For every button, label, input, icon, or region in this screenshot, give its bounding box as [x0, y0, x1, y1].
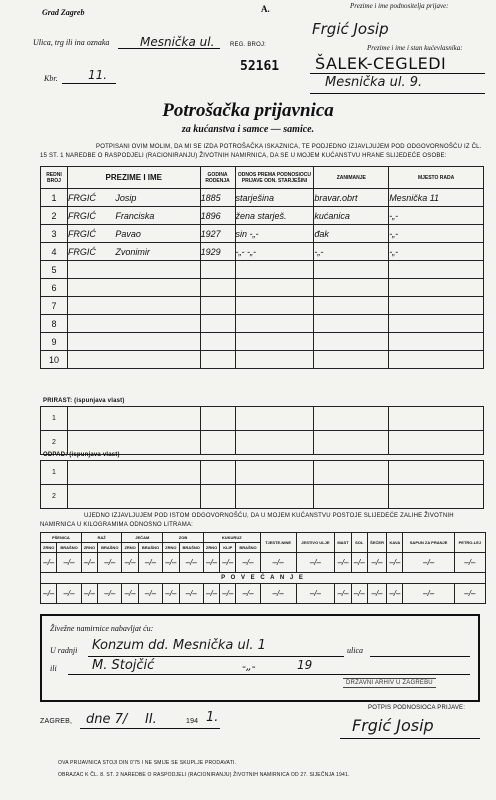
person-birth-year — [200, 297, 235, 315]
person-birth-year: 1929 — [200, 243, 235, 261]
prirast-table — [40, 406, 484, 455]
date-year-prefix: 194 — [186, 718, 199, 725]
person-relation: -„- -„- — [235, 243, 314, 261]
person-relation — [235, 261, 314, 279]
shop-suffix: ulica — [347, 646, 363, 655]
person-number: 1 — [41, 189, 68, 207]
food-value-cell: –/– — [236, 553, 260, 573]
place-label: ZAGREB, — [40, 718, 73, 725]
person-occupation: -„- — [314, 243, 389, 261]
street-value: Mesnička ul. — [140, 35, 215, 49]
food-subheader: BRAŠNO — [236, 543, 260, 553]
food-subheader: ZRNO — [122, 543, 138, 553]
food-value-cell: –/– — [367, 553, 387, 573]
prirast-row — [41, 431, 484, 455]
person-row — [41, 315, 484, 333]
col-name: PREZIME I IME — [67, 167, 200, 189]
food-value-cell: –/– — [351, 584, 367, 604]
food-value-cell: –/– — [179, 553, 203, 573]
person-surname: FRGIĆ — [67, 189, 115, 207]
alt-underline — [68, 674, 470, 675]
person-surname — [67, 297, 115, 315]
person-given-name: Josip — [115, 189, 200, 207]
food-value-cell: –/– — [57, 553, 81, 573]
food-value-cell: –/– — [220, 584, 236, 604]
odpad-cell — [314, 461, 389, 485]
person-relation — [235, 297, 314, 315]
person-given-name: Pavao — [115, 225, 200, 243]
owner-name: ŠALEK-CEGLEDI — [315, 54, 447, 73]
food-value-cell: –/– — [98, 584, 122, 604]
food-value-cell: –/– — [138, 553, 162, 573]
person-birth-year — [200, 351, 235, 369]
date-day: dne 7/ — [86, 712, 128, 727]
food-value-cell: –/– — [220, 553, 236, 573]
person-row — [41, 297, 484, 315]
food-value-cell: –/– — [98, 553, 122, 573]
prirast-cell — [200, 407, 235, 431]
food-value-cell: –/– — [387, 553, 403, 573]
person-workplace — [389, 279, 484, 297]
food-subheader: BRAŠNO — [57, 543, 81, 553]
person-relation — [235, 315, 314, 333]
food-item-header: SAPUN ZA PRANJE — [403, 533, 454, 553]
odpad-cell — [200, 485, 235, 509]
house-underline — [62, 83, 116, 84]
person-given-name: Franciska — [115, 207, 200, 225]
declaration-text: UJEDNO IZJAVLJUJEM POD ISTOM ODGOVORNOŠĆU, DA U MOJEM KUĆANSTVU POSTOJE SLIJEDEĆE ZALIHE ŽIVOTNIH NAMIRNICA U KILOGRAMIMA ODNOSNO LITRAMA: — [40, 513, 454, 528]
person-occupation — [314, 315, 389, 333]
person-surname: FRGIĆ — [67, 243, 115, 261]
person-relation — [235, 279, 314, 297]
col-occupation: ZANIMANJE — [314, 167, 389, 189]
food-subheader: ZRNO — [163, 543, 179, 553]
mark-a: A. — [261, 4, 270, 14]
person-row — [41, 243, 484, 261]
food-subheader: BRAŠNO — [98, 543, 122, 553]
prirast-cell — [314, 407, 389, 431]
person-surname: FRGIĆ — [67, 207, 115, 225]
shop-underline — [88, 656, 344, 657]
person-given-name: Zvonimir — [115, 243, 200, 261]
prirast-cell — [314, 431, 389, 455]
person-surname — [67, 279, 115, 297]
prirast-row-number: 2 — [41, 431, 68, 455]
form-title: Potrošačka prijavnica — [162, 100, 334, 121]
food-subheader: KLIP — [220, 543, 236, 553]
applicant-value: Frgić Josip — [312, 20, 389, 38]
person-given-name — [115, 279, 200, 297]
prirast-cell — [235, 431, 314, 455]
food-value-cell: –/– — [454, 553, 485, 573]
prirast-cell — [200, 431, 235, 455]
food-value-cell: –/– — [403, 553, 454, 573]
food-group-header: RAŽ — [81, 533, 122, 543]
food-value-cell: –/– — [260, 584, 296, 604]
food-value-cell: –/– — [335, 553, 351, 573]
food-value-cell: –/– — [163, 553, 179, 573]
prirast-label: PRIRAST: (ispunjava vlast) — [43, 398, 125, 404]
food-value-cell: –/– — [454, 584, 485, 604]
col-relation: ODNOS PREMA PODNOSIOCU PRIJAVE ODN. STARJEŠINI — [235, 167, 314, 189]
food-subheader: BRAŠNO — [138, 543, 162, 553]
person-occupation: đak — [314, 225, 389, 243]
person-workplace — [389, 261, 484, 279]
person-occupation: kućanica — [314, 207, 389, 225]
person-row — [41, 351, 484, 369]
food-value-cell: –/– — [296, 553, 335, 573]
food-group-header: PŠENICA — [41, 533, 82, 543]
date-year: 1. — [206, 710, 219, 725]
date-underline — [80, 728, 220, 729]
person-relation: sin -„- — [235, 225, 314, 243]
shop-value: Konzum dd. Mesnička ul. 1 — [92, 638, 266, 653]
povecanje-label: P O V E Ć A N J E — [41, 573, 486, 584]
person-workplace — [389, 297, 484, 315]
food-value-cell: –/– — [203, 584, 219, 604]
odpad-cell — [389, 485, 484, 509]
persons-table — [40, 166, 484, 369]
person-workplace — [389, 315, 484, 333]
person-occupation: bravar.obrt — [314, 189, 389, 207]
odpad-cell — [235, 485, 314, 509]
prirast-cell — [235, 407, 314, 431]
footer-price-note: OVA PRIJAVNICA STOJI DIN 0'75 I NE SMIJE SE SKUPLJE PRODAVATI. — [58, 760, 237, 766]
shop-suffix-underline — [370, 656, 470, 657]
food-item-header: JESTIVO ULJE — [296, 533, 335, 553]
person-birth-year: 1927 — [200, 225, 235, 243]
odpad-cell — [67, 485, 200, 509]
food-value-cell: –/– — [296, 584, 335, 604]
reg-label: REG. BROJ: — [230, 42, 267, 48]
food-item-header: SOL — [351, 533, 367, 553]
reg-number: 52161 — [240, 59, 280, 74]
person-row — [41, 333, 484, 351]
person-relation: žena starješ. — [235, 207, 314, 225]
col-year: GODINA RODENJA — [200, 167, 235, 189]
food-value-cell: –/– — [236, 584, 260, 604]
person-relation — [235, 333, 314, 351]
applicant-label: Prezime i ime podnositelja prijave: — [350, 2, 449, 10]
person-row — [41, 189, 484, 207]
signature-underline — [340, 738, 480, 739]
person-number: 7 — [41, 297, 68, 315]
food-value-cell: –/– — [122, 553, 138, 573]
person-workplace: -„- — [389, 207, 484, 225]
food-value-cell: –/– — [138, 584, 162, 604]
food-item-header: ŠEĆER — [367, 533, 387, 553]
food-value-cell: –/– — [335, 584, 351, 604]
house-label: Kbr. — [44, 74, 58, 83]
food-value-row — [41, 553, 486, 573]
food-value-cell: –/– — [41, 553, 57, 573]
person-surname — [67, 333, 115, 351]
person-workplace: Mesnička 11 — [389, 189, 484, 207]
person-relation — [235, 351, 314, 369]
col-num: REDNI BROJ — [41, 167, 68, 189]
person-number: 6 — [41, 279, 68, 297]
person-occupation — [314, 297, 389, 315]
street-label: Ulica, trg ili ina oznaka — [33, 38, 110, 47]
person-surname — [67, 351, 115, 369]
intro-statement: POTPISANI OVIM MOLIM, DA MI SE IZDA POTROŠAČKA ISKAZNICA, TE PODJEDNO IZJAVLJUJEM POD ODGOVORNOŠĆU IZ ČL. 15 ST. 1 NAREDBE O RASPODJELI (RACIONIRANJU) ŽIVOTNIH NAMIRNICA, DA SE U MOJEM KUĆANSTVU HRANE SLIJEDEĆE OSOBE: — [40, 144, 482, 159]
person-occupation — [314, 351, 389, 369]
prirast-cell — [67, 431, 200, 455]
owner-address-underline — [310, 93, 485, 94]
food-group-header: JEČAM — [122, 533, 163, 543]
city-label: Grad Zagreb — [42, 8, 85, 17]
food-subheader: ZRNO — [81, 543, 97, 553]
person-birth-year: 1896 — [200, 207, 235, 225]
prirast-cell — [67, 407, 200, 431]
food-item-header: MAST — [335, 533, 351, 553]
person-workplace — [389, 351, 484, 369]
alt-label: ili — [50, 664, 57, 673]
person-row — [41, 279, 484, 297]
odpad-row-number: 2 — [41, 485, 68, 509]
food-value-cell: –/– — [81, 584, 97, 604]
person-number: 8 — [41, 315, 68, 333]
food-subheader: BRAŠNO — [179, 543, 203, 553]
archive-stamp: DRŽAVNI ARHIV U ZAGREBU — [343, 678, 436, 688]
person-birth-year — [200, 333, 235, 351]
owner-address: Mesnička ul. 9. — [325, 75, 423, 90]
food-value-cell: –/– — [387, 584, 403, 604]
footer-regulation-note: OBRAZAC K ČL. 8. ST. 2 NAREDBE O RASPODJELI (RACIONIRANJU) ŽIVOTNIH NAMIRNICA OD 27. SIJEČNJA 1941. — [58, 772, 350, 778]
person-row — [41, 225, 484, 243]
person-given-name — [115, 315, 200, 333]
food-value-cell: –/– — [351, 553, 367, 573]
person-number: 9 — [41, 333, 68, 351]
odpad-cell — [389, 461, 484, 485]
person-number: 10 — [41, 351, 68, 369]
food-subheader: ZRNO — [203, 543, 219, 553]
person-birth-year — [200, 261, 235, 279]
person-given-name — [115, 333, 200, 351]
signature-label: POTPIS PODNOSIOCA PRIJAVE: — [368, 705, 466, 711]
food-subheader: ZRNO — [41, 543, 57, 553]
person-row — [41, 207, 484, 225]
odpad-cell — [200, 461, 235, 485]
supply-intro: Živežne namirnice nabavljat ću: — [50, 624, 154, 633]
food-value-cell: –/– — [163, 584, 179, 604]
food-value-cell: –/– — [179, 584, 203, 604]
person-birth-year — [200, 279, 235, 297]
person-workplace: -„- — [389, 225, 484, 243]
person-workplace: -„- — [389, 243, 484, 261]
signature-value: Frgić Josip — [352, 716, 434, 735]
person-occupation — [314, 261, 389, 279]
person-given-name — [115, 261, 200, 279]
person-given-name — [115, 351, 200, 369]
person-birth-year — [200, 315, 235, 333]
food-value-cell: –/– — [81, 553, 97, 573]
person-birth-year: 1885 — [200, 189, 235, 207]
person-number: 3 — [41, 225, 68, 243]
person-number: 4 — [41, 243, 68, 261]
food-value-cell: –/– — [57, 584, 81, 604]
food-value-cell: –/– — [260, 553, 296, 573]
person-given-name — [115, 297, 200, 315]
owner-underline — [310, 73, 485, 74]
prirast-row — [41, 407, 484, 431]
person-row — [41, 261, 484, 279]
person-occupation — [314, 333, 389, 351]
prirast-cell — [389, 431, 484, 455]
col-workplace: MJESTO RADA — [389, 167, 484, 189]
food-group-header: KUKURUZ — [203, 533, 260, 543]
person-relation: starješina — [235, 189, 314, 207]
shop-label: U radnji — [50, 646, 78, 655]
food-stock-table — [40, 532, 486, 604]
food-item-header: PETRO-LEJ — [454, 533, 485, 553]
alt-number: 19 — [297, 658, 313, 672]
odpad-cell — [314, 485, 389, 509]
odpad-cell — [67, 461, 200, 485]
food-group-header: ZOB — [163, 533, 204, 543]
odpad-row — [41, 485, 484, 509]
alt-value: M. Stojčić — [92, 658, 155, 673]
owner-label: Prezime i ime i stan kućevlasnika: — [367, 44, 463, 52]
odpad-row — [41, 461, 484, 485]
odpad-label: ODPAD: (ispunjava vlast) — [43, 452, 120, 458]
person-surname — [67, 261, 115, 279]
alt-ditto: -„- — [242, 660, 256, 673]
person-surname — [67, 315, 115, 333]
prirast-cell — [389, 407, 484, 431]
food-value-cell: –/– — [203, 553, 219, 573]
odpad-table — [40, 460, 484, 509]
odpad-row-number: 1 — [41, 461, 68, 485]
food-item-header: TJESTE-NINE — [260, 533, 296, 553]
food-value-cell: –/– — [41, 584, 57, 604]
supply-box — [40, 614, 480, 702]
person-rows — [41, 189, 484, 369]
form-subtitle: za kućanstva i samce — samice. — [181, 124, 315, 135]
food-item-header: KAVA — [387, 533, 403, 553]
person-occupation — [314, 279, 389, 297]
person-workplace — [389, 333, 484, 351]
food-value-cell: –/– — [367, 584, 387, 604]
person-surname: FRGIĆ — [67, 225, 115, 243]
odpad-cell — [235, 461, 314, 485]
food-value-row — [41, 584, 486, 604]
prirast-row-number: 1 — [41, 407, 68, 431]
person-number: 2 — [41, 207, 68, 225]
food-value-cell: –/– — [122, 584, 138, 604]
date-month: II. — [145, 712, 157, 727]
house-value: 11. — [88, 68, 108, 82]
person-number: 5 — [41, 261, 68, 279]
food-value-cell: –/– — [403, 584, 454, 604]
